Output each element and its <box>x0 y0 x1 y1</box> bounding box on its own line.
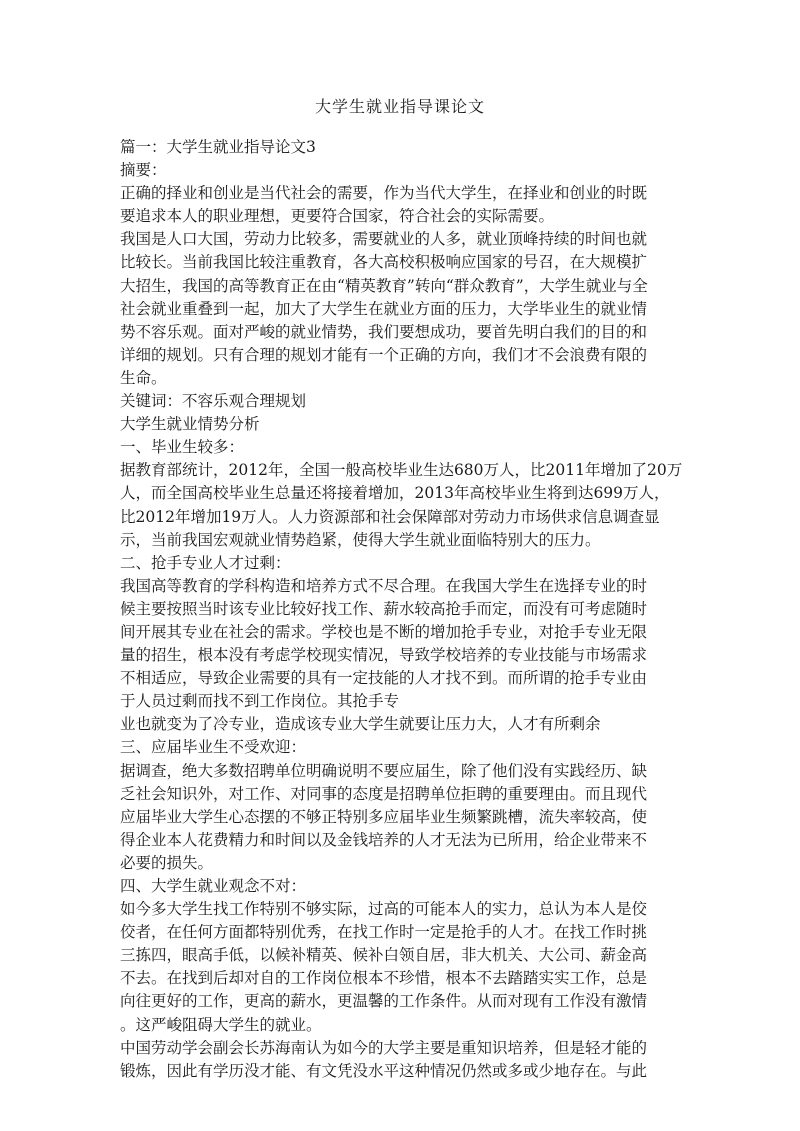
text-line: 详细的规划。只有合理的规划才能有一个正确的方向，我们才不会浪费有限的 <box>120 345 648 364</box>
text-line: 三拣四，眼高手低，以候补精英、候补白领自居，非大机关、大公司、薪金高 <box>120 946 648 965</box>
text-line: 大招生，我国的高等教育正在由“精英教育”转向“群众教育”，大学生就业与全 <box>120 276 648 295</box>
text-line: 于人员过剩而找不到工作岗位。其抢手专 <box>120 692 400 711</box>
text-line: 要追求本人的职业理想，更要符合国家，符合社会的实际需要。 <box>120 207 555 226</box>
text-line: 得企业本人花费精力和时间以及金钱培养的人才无法为已所用，给企业带来不 <box>120 830 648 849</box>
analysis-heading: 大学生就业情势分析 <box>120 415 260 434</box>
text-line: 人，而全国高校毕业生总量还将接着增加，2013年高校毕业生将到达699万人， <box>120 484 670 503</box>
document-body <box>120 136 683 1083</box>
text-line: 正确的择业和创业是当代社会的需要，作为当代大学生，在择业和创业的时既 <box>120 184 648 203</box>
text-line: 据调查，绝大多数招聘单位明确说明不要应届生，除了他们没有实践经历、缺 <box>120 761 648 780</box>
text-line: 比2012年增加19万人。人力资源部和社会保障部对劳动力市场供求信息调查显 <box>120 507 660 526</box>
paragraph-3 <box>120 760 680 875</box>
text-line: 不去。在找到后却对自的工作岗位根本不珍惜，根本不去踏踏实实工作，总是 <box>120 969 648 988</box>
text-line: 锻炼，因此有学历没才能、有文凭没水平这种情况仍然或多或少地存在。与此 <box>120 1061 648 1080</box>
text-line: 示，当前我国宏观就业情势趋紧，使得大学生就业面临特别大的压力。 <box>120 530 601 549</box>
abstract-paragraph-2 <box>120 228 680 390</box>
paragraph-4 <box>120 898 680 1037</box>
text-line: 间开展其专业在社会的需求。学校也是不断的增加抢手专业，对抢手专业无限 <box>120 622 648 641</box>
text-line: 我国是人口大国，劳动力比较多，需要就业的人多，就业顶峰持续的时间也就 <box>120 230 648 249</box>
text-line: 中国劳动学会副会长苏海南认为如今的大学主要是重知识培养，但是轻才能的 <box>120 1038 648 1057</box>
paragraph-2 <box>120 575 680 714</box>
text-line: 乏社会知识外，对工作、对同事的态度是招聘单位拒聘的重要理由。而且现代 <box>120 784 648 803</box>
document-title: 大学生就业指导课论文 <box>314 97 485 116</box>
section-heading: 篇一：大学生就业指导论文3 <box>120 138 316 156</box>
subheading-3: 三、应届毕业生不受欢迎： <box>120 738 307 757</box>
subheading-2: 二、抢手专业人才过剩： <box>120 553 291 572</box>
subheading-1: 一、毕业生较多： <box>120 438 245 457</box>
text-line: 如今多大学生找工作特别不够实际，过高的可能本人的实力，总认为本人是佼 <box>120 900 648 919</box>
paragraph-1 <box>120 459 683 551</box>
text-line: 据教育部统计，2012年，全国一般高校毕业生达680万人，比2011年增加了20万 <box>120 461 683 480</box>
text-line: 社会就业重叠到一起，加大了大学生在就业方面的压力，大学毕业生的就业情 <box>120 299 648 318</box>
text-line: 必要的损失。 <box>120 853 214 872</box>
subheading-4: 四、大学生就业观念不对： <box>120 877 307 895</box>
text-line: 。这严峻阻碍大学生的就业。 <box>120 1015 322 1034</box>
text-line: 不相适应，导致企业需要的具有一定技能的人才找不到。而所谓的抢手专业由 <box>120 669 648 688</box>
text-line: 比较长。当前我国比较注重教育，各大高校积极响应国家的号召，在大规模扩 <box>120 253 648 272</box>
text-line: 我国高等教育的学科构造和培养方式不尽合理。在我国大学生在选择专业的时 <box>120 576 648 595</box>
keywords: 关键词：不容乐观合理规划 <box>120 392 307 411</box>
paragraph-5 <box>120 1037 680 1083</box>
text-line: 生命。 <box>120 368 167 387</box>
text-line: 业也就变为了冷专业，造成该专业大学生就要让压力大，人才有所剩余 <box>120 715 601 734</box>
text-line: 势不容乐观。面对严峻的就业情势，我们要想成功，要首先明白我们的目的和 <box>120 322 648 341</box>
abstract-paragraph-1 <box>120 182 680 228</box>
text-line: 候主要按照当时该专业比较好找工作、薪水较高抢手而定，而没有可考虑随时 <box>120 599 648 618</box>
text-line: 佼者，在任何方面都特别优秀，在找工作时一定是抢手的人才。在找工作时挑 <box>120 923 648 942</box>
text-line: 向往更好的工作，更高的薪水，更温馨的工作条件。从而对现有工作没有激情 <box>120 992 648 1011</box>
abstract-label: 摘要： <box>120 161 167 180</box>
text-line: 应届毕业大学生心态摆的不够正特别多应届毕业生频繁跳槽，流失率较高，使 <box>120 807 648 826</box>
paragraph-2-continued <box>120 713 680 736</box>
text-line: 量的招生，根本没有考虑学校现实情况，导致学校培养的专业技能与市场需求 <box>120 646 648 665</box>
